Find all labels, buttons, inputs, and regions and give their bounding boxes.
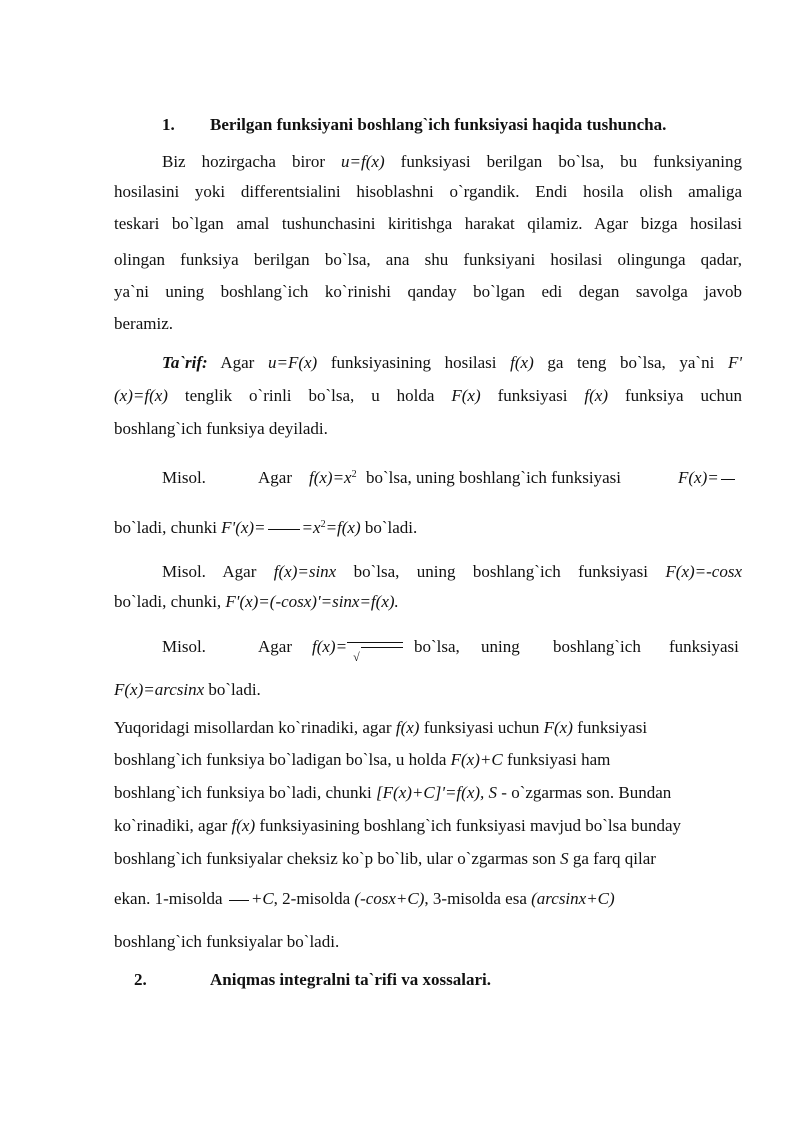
paragraph-line: boshlang`ich funksiya bo`ladigan bo`lsa, u holda F(x)+C funksiyasi ham [114, 750, 611, 769]
example-label: Misol. [162, 468, 206, 487]
paragraph-line: hosilasini yoki differentsialini hisoblashni o`rgandik. Endi hosila olish amaliga [114, 182, 742, 201]
paragraph-line: ya`ni uning boshlang`ich ko`rinishi qanday bo`lgan edi degan savolga javob [114, 282, 742, 301]
fraction-bar [229, 900, 249, 901]
paragraph-line: Yuqoridagi misollardan ko`rinadiki, agar f(x) funksiyasi uchun F(x) funksiyasi [114, 718, 648, 737]
fraction-bar [268, 529, 300, 530]
example-text: bo`lsa, [414, 637, 460, 656]
paragraph-line: boshlang`ich funksiyalar bo`ladi. [114, 932, 340, 951]
square-root-icon: √ [347, 638, 403, 658]
paragraph-line: boshlang`ich funksiya bo`ladi, chunki [F(x)+C]'=f(x), S - o`zgarmas son. Bundan [114, 783, 672, 802]
paragraph-line: teskari bo`lgan amal tushunchasini kiritishga harakat qilamiz. Agar bizga hosilasi [114, 214, 742, 233]
example-text: uning [481, 637, 520, 656]
section-heading-1-text [210, 114, 666, 136]
definition-line: (x)=f(x) tenglik o`rinli bo`lsa, u holda F(x) funksiyasi f(x) funksiya uchun [114, 386, 742, 405]
paragraph-line: ko`rinadiki, agar f(x) funksiyasining boshlang`ich funksiyasi mavjud bo`lsa bunday [114, 816, 682, 835]
paragraph-line: boshlang`ich funksiyalar cheksiz ko`p bo`lib, ular o`zgarmas son S ga farq qilar [114, 849, 656, 868]
section-heading-1 [162, 114, 175, 136]
heading-number: 1. [162, 115, 175, 134]
section-heading-2 [134, 969, 147, 991]
example-text: Agar $f(x)=x^2$ [258, 468, 357, 487]
fraction-bar [721, 479, 735, 480]
heading-number: 2. [134, 970, 147, 989]
example-text: boshlang`ich [553, 637, 641, 656]
example-text: Agar [258, 637, 292, 656]
heading-text: Aniqmas integralni ta`rifi va xossalari. [210, 970, 491, 989]
example-text: bo`lsa, uning boshlang`ich funksiyasi [366, 468, 621, 487]
definition-line: Ta`rif: Agar u=F(x) funksiyasining hosilasi f(x) ga teng bo`lsa, ya`ni F' [162, 353, 742, 372]
example-text: F(x)= [678, 467, 737, 489]
example-text: f(x)= √ [312, 636, 403, 658]
paragraph-line: ekan. 1-misolda +C, 2-misolda (-cosx+C), 3-misolda esa (arcsinx+C) [114, 889, 615, 908]
paragraph-line: beramiz. [114, 314, 173, 333]
paragraph-line: Biz hozirgacha biror u=f(x) funksiyasi berilgan bo`lsa, bu funksiyaning [162, 152, 742, 171]
example-text: Misol. Agar f(x)=sinx bo`lsa, uning boshlang`ich funksiyasi F(x)=-cosx [162, 562, 742, 581]
section-heading-2-text [210, 969, 491, 991]
definition-line: boshlang`ich funksiya deyiladi. [114, 419, 328, 438]
example-text: bo`ladi, chunki, F'(x)=(-cosx)'=sinx=f(x). [114, 592, 399, 611]
heading-text: Berilgan funksiyani boshlang`ich funksiyasi haqida tushuncha. [210, 115, 667, 134]
example-text: F(x)=arcsinx bo`ladi. [114, 680, 261, 699]
paragraph-line: olingan funksiya berilgan bo`lsa, ana shu funksiyani hosilasi olingunga qadar, [114, 250, 742, 269]
example-text: funksiyasi [669, 637, 739, 656]
example-label: Misol. [162, 637, 206, 656]
example-text: bo`ladi, chunki $F'(x)= =x^2=f(x)$ bo`ladi. [114, 518, 418, 537]
